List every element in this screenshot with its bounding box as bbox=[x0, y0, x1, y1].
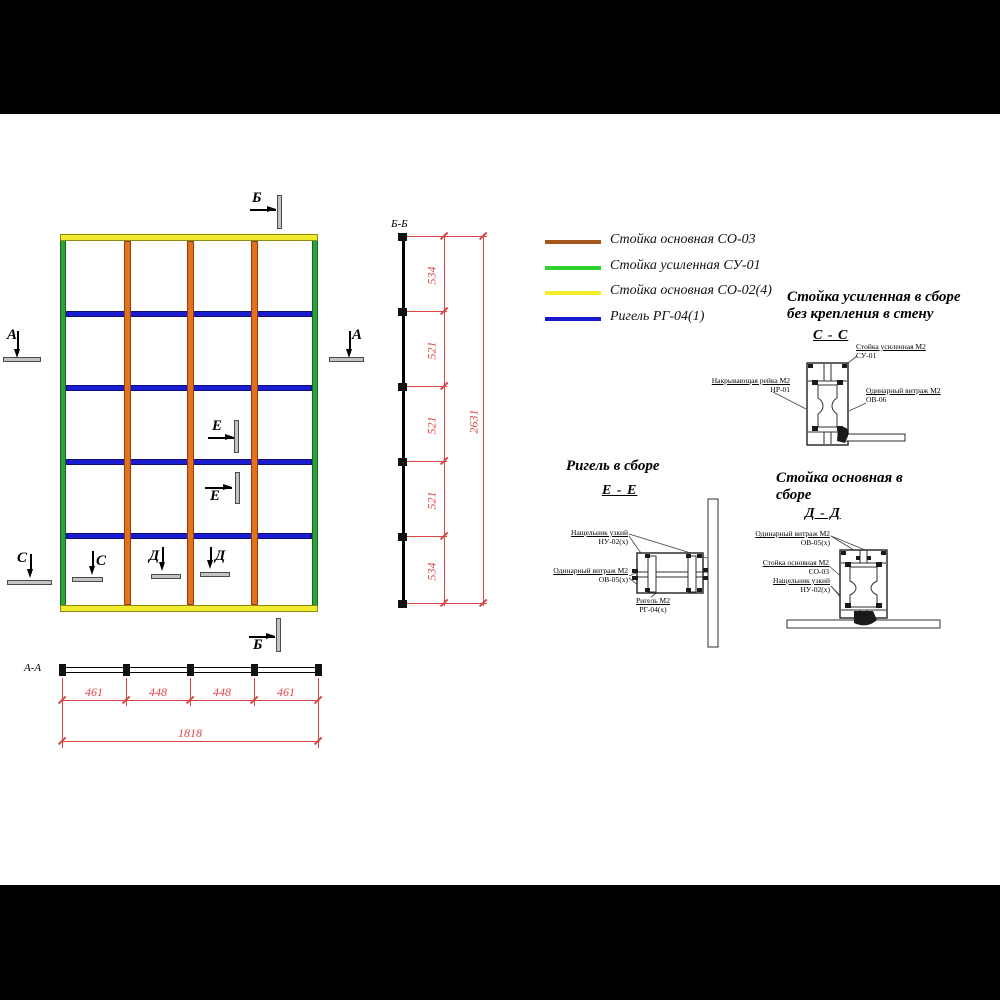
mullion-so03 bbox=[251, 241, 258, 605]
callout-name: Одинарный витраж М2 bbox=[755, 529, 830, 538]
mullion-so03 bbox=[187, 241, 194, 605]
callout-name: Нащельник узкий bbox=[571, 528, 628, 537]
arrow-right-icon bbox=[225, 434, 234, 440]
callout-code: НУ-02(х) bbox=[800, 585, 830, 594]
legend-label: Стойка усиленная СУ-01 bbox=[610, 258, 761, 273]
callout-rg04 bbox=[630, 596, 676, 614]
legend-label: Стойка основная СО-03 bbox=[610, 232, 756, 247]
profile-node bbox=[398, 308, 407, 316]
legend-swatch-rg04 bbox=[545, 317, 601, 321]
dimension-line bbox=[483, 234, 484, 606]
marker-bar bbox=[151, 574, 181, 579]
profile-node bbox=[59, 664, 66, 676]
witness-line bbox=[407, 236, 487, 237]
dim-total: 1818 bbox=[178, 726, 202, 740]
detail-dd-title-1: Стойка основная в bbox=[776, 470, 903, 486]
detail-dd-section-label: Д - Д bbox=[805, 506, 841, 521]
arrow-down-icon bbox=[89, 566, 95, 575]
arrow-right-icon bbox=[266, 633, 275, 639]
dim-value: 521 bbox=[424, 491, 439, 510]
callout-name: Стойка основная М2 bbox=[762, 558, 829, 567]
marker-bar bbox=[72, 577, 103, 582]
marker-b-top: Б bbox=[252, 190, 262, 206]
callout-code: СО-03 bbox=[808, 567, 829, 576]
callout-code: НУ-02(х) bbox=[598, 537, 628, 546]
callout-ov06 bbox=[866, 386, 946, 404]
arrow-right-icon bbox=[223, 484, 232, 490]
section-aa-label: А-А bbox=[24, 662, 42, 674]
witness-line bbox=[190, 678, 191, 706]
dim-value: 534 bbox=[424, 562, 439, 581]
profile-node bbox=[398, 533, 407, 541]
marker-a-right: А bbox=[352, 327, 363, 343]
legend-label: Стойка основная СО-02(4) bbox=[610, 283, 772, 298]
callout-name: Одинарный витраж М2 bbox=[866, 386, 941, 395]
letterbox-bottom bbox=[0, 885, 1000, 1000]
profile-node bbox=[398, 233, 407, 241]
detail-ee-title: Ригель в сборе bbox=[566, 458, 660, 474]
marker-a-left: А bbox=[7, 327, 18, 343]
callout-code: ОВ-05(х) bbox=[598, 575, 628, 584]
marker-e-lower: Е bbox=[210, 488, 221, 504]
dimension-line bbox=[444, 234, 445, 606]
dim-value: 521 bbox=[424, 416, 439, 435]
marker-bar bbox=[3, 357, 41, 362]
detail-dd-title-2: сборе bbox=[776, 487, 812, 503]
profile-node bbox=[398, 600, 407, 608]
dim-value: 534 bbox=[424, 266, 439, 285]
legend-label: Ригель РГ-04(1) bbox=[610, 309, 705, 324]
callout-name: Ригель М2 bbox=[636, 596, 670, 605]
callout-name: Нащельник узкий bbox=[773, 576, 830, 585]
callout-code: СУ-01 bbox=[856, 351, 877, 360]
detail-ee-section-label: Е - Е bbox=[602, 483, 638, 498]
profile-line bbox=[402, 233, 405, 608]
detail-cc-title-1: Стойка усиленная в сборе bbox=[787, 289, 961, 305]
marker-bar bbox=[200, 572, 230, 577]
side-post-su01 bbox=[312, 234, 318, 612]
dimension-line bbox=[62, 741, 319, 742]
legend-swatch-so03 bbox=[545, 240, 601, 244]
callout-code: НР-01 bbox=[770, 385, 790, 394]
dim-value: 521 bbox=[424, 341, 439, 360]
profile-node bbox=[123, 664, 130, 676]
marker-bar bbox=[276, 618, 281, 652]
dim-value: 461 bbox=[277, 685, 295, 699]
profile-node bbox=[187, 664, 194, 676]
bottom-member-so02 bbox=[60, 605, 318, 612]
witness-line bbox=[254, 678, 255, 706]
marker-bar bbox=[277, 195, 282, 229]
callout-name: Одинарный витраж М2 bbox=[553, 566, 628, 575]
dim-value: 448 bbox=[149, 685, 167, 699]
marker-bar bbox=[329, 357, 364, 362]
letterbox-top bbox=[0, 0, 1000, 114]
marker-c-outer: С bbox=[17, 550, 28, 566]
marker-bar bbox=[7, 580, 52, 585]
callout-ov05 bbox=[543, 566, 628, 584]
marker-d-1: Д bbox=[149, 548, 160, 564]
marker-e-upper: Е bbox=[212, 418, 223, 434]
callout-nu02 bbox=[560, 528, 628, 546]
marker-bar bbox=[235, 472, 240, 504]
profile-node bbox=[251, 664, 258, 676]
mullion-so03 bbox=[124, 241, 131, 605]
dim-total: 2631 bbox=[466, 409, 481, 434]
witness-line bbox=[407, 603, 487, 604]
arrow-right-icon bbox=[267, 206, 276, 212]
legend-swatch-so02 bbox=[545, 291, 601, 295]
top-member-so02 bbox=[60, 234, 318, 241]
marker-bar bbox=[234, 420, 239, 453]
witness-line bbox=[126, 678, 127, 706]
side-post-su01 bbox=[60, 234, 66, 612]
section-bb-label: Б-Б bbox=[391, 218, 408, 230]
callout-name: Стойка усиленная М2 bbox=[856, 342, 926, 351]
arrow-down-icon bbox=[207, 560, 213, 569]
arrow-down-icon bbox=[27, 569, 33, 578]
callout-nr01 bbox=[700, 376, 790, 394]
dim-value: 461 bbox=[85, 685, 103, 699]
marker-d-2: Д bbox=[215, 548, 226, 564]
legend-swatch-su01 bbox=[545, 266, 601, 270]
detail-cc-section-label: С - С bbox=[813, 328, 849, 343]
callout-code: ОВ-06 bbox=[866, 395, 887, 404]
detail-cc-title-2: без крепления в стену bbox=[787, 306, 934, 322]
marker-c-inner: С bbox=[96, 553, 107, 569]
arrow-down-icon bbox=[159, 562, 165, 571]
profile-node bbox=[398, 383, 407, 391]
callout-ov05 bbox=[745, 529, 830, 547]
callout-code: РГ-04(х) bbox=[639, 605, 667, 614]
callout-nu02 bbox=[760, 576, 830, 594]
dim-value: 448 bbox=[213, 685, 231, 699]
profile-node bbox=[315, 664, 322, 676]
profile-node bbox=[398, 458, 407, 466]
callout-code: ОВ-05(х) bbox=[800, 538, 830, 547]
callout-so03 bbox=[748, 558, 829, 576]
marker-b-bottom: Б bbox=[253, 637, 263, 653]
callout-name: Накрывающая рейка М2 bbox=[711, 376, 790, 385]
callout-su01 bbox=[856, 342, 934, 360]
